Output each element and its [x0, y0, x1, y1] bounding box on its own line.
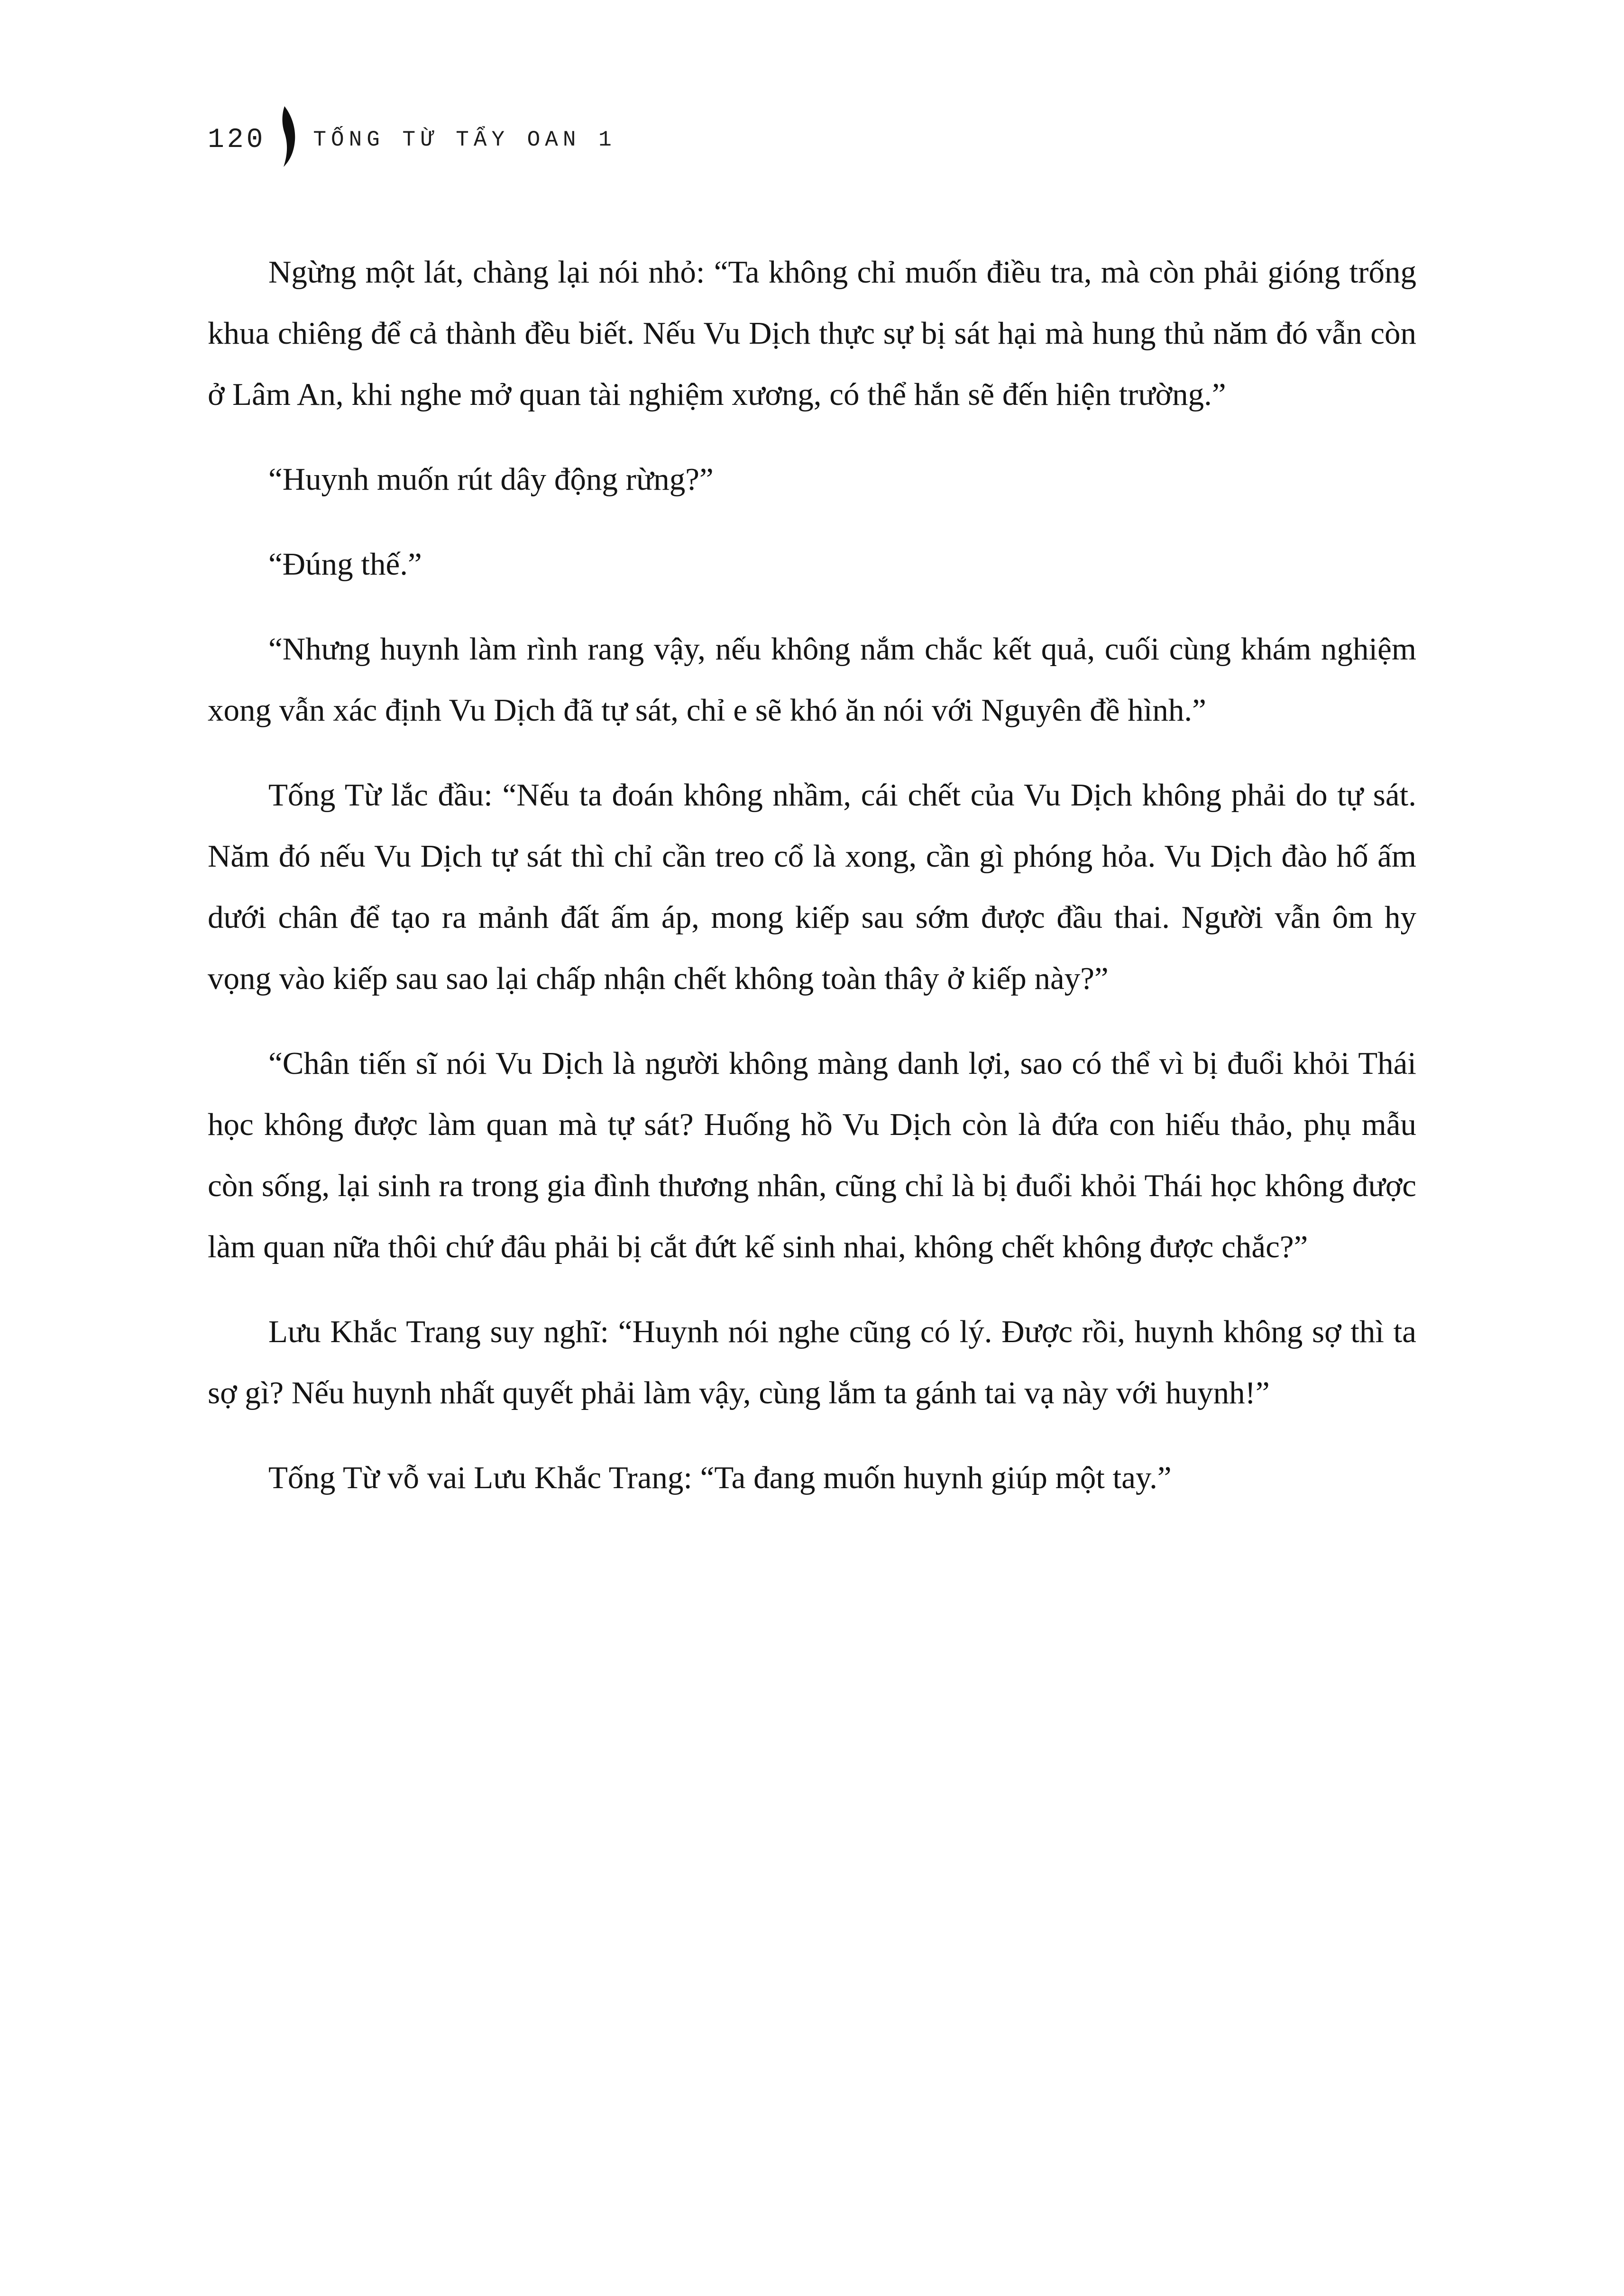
- paragraph: “Nhưng huynh làm rình rang vậy, nếu không nắm chắc kết quả, cuối cùng khám nghiệm xong vẫn xác định Vu Dịch đã tự sát, chỉ e sẽ khó ăn nói với Nguyên đề hình.”: [208, 631, 1416, 728]
- brush-stroke-icon: [270, 106, 301, 167]
- page-number: 120: [208, 124, 266, 156]
- paragraph: Tống Từ vỗ vai Lưu Khắc Trang: “Ta đang muốn huynh giúp một tay.”: [268, 1460, 1172, 1495]
- paragraph: Lưu Khắc Trang suy nghĩ: “Huynh nói nghe cũng có lý. Được rồi, huynh không sợ thì ta sợ gì? Nếu huynh nhất quyết phải làm vậy, cùng lắm ta gánh tai vạ này với huynh!”: [208, 1314, 1416, 1410]
- paragraph: “Đúng thế.”: [268, 547, 422, 582]
- running-header-title: TỐNG TỪ TẨY OAN 1: [313, 128, 616, 152]
- body-text: [208, 242, 1416, 1509]
- paragraph: “Huynh muốn rút dây động rừng?”: [268, 462, 714, 497]
- paragraph: Tống Từ lắc đầu: “Nếu ta đoán không nhầm, cái chết của Vu Dịch không phải do tự sát. Năm đó nếu Vu Dịch tự sát thì chỉ cần treo cổ là xong, cần gì phóng hỏa. Vu Dịch đào hố ấm dưới chân để tạo ra mảnh đất ấm áp, mong kiếp sau sớm được đầu thai. Người vẫn ôm hy vọng vào kiếp sau sao lại chấp nhận chết không toàn thây ở kiếp này?”: [208, 778, 1416, 996]
- running-header: [208, 0, 1416, 167]
- paragraph: “Chân tiến sĩ nói Vu Dịch là người không màng danh lợi, sao có thể vì bị đuổi khỏi Thái học không được làm quan mà tự sát? Huống hồ Vu Dịch còn là đứa con hiếu thảo, phụ mẫu còn sống, lại sinh ra trong gia đình thương nhân, cũng chỉ là bị đuổi khỏi Thái học không được làm quan nữa thôi chứ đâu phải bị cắt đứt kế sinh nhai, không chết không được chắc?”: [208, 1046, 1416, 1264]
- paragraph: Ngừng một lát, chàng lại nói nhỏ: “Ta không chỉ muốn điều tra, mà còn phải gióng trống khua chiêng để cả thành đều biết. Nếu Vu Dịch thực sự bị sát hại mà hung thủ năm đó vẫn còn ở Lâm An, khi nghe mở quan tài nghiệm xương, có thể hắn sẽ đến hiện trường.”: [208, 255, 1416, 412]
